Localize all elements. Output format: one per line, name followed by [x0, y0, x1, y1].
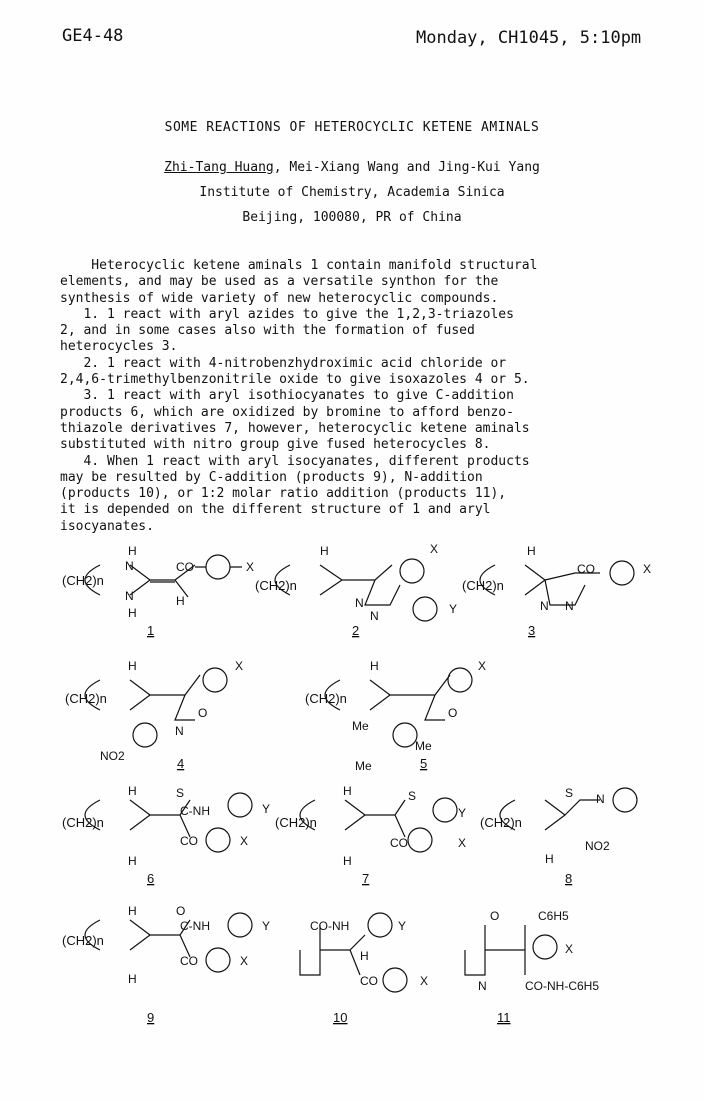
abstract-line: it is depended on the different structure of 1 and aryl — [60, 502, 491, 518]
compound-label: 3 — [528, 623, 536, 638]
compound-label: 9 — [147, 1010, 155, 1025]
abstract-line: may be resulted by C-addition (products 9), N-addition — [60, 469, 483, 485]
abstract-line: heterocycles 3. — [60, 339, 178, 355]
atom-label: H — [343, 854, 352, 868]
atom-label: O — [448, 706, 458, 720]
paper-title: SOME REACTIONS OF HETEROCYCLIC KETENE AMINALS — [164, 120, 540, 135]
atom-label: H — [176, 594, 185, 608]
atom-label: H — [128, 659, 137, 673]
compound-label: 8 — [565, 871, 573, 886]
atom-label: CO-NH-C6H5 — [525, 979, 600, 993]
atom-label: H — [128, 784, 137, 798]
atom-label: O — [198, 706, 208, 720]
atom-label: N — [596, 792, 605, 806]
atom-label: CO — [390, 836, 408, 850]
compound-label: 4 — [177, 756, 185, 771]
presenting-author: Zhi-Tang Huang — [164, 160, 274, 175]
atom-label: N — [125, 589, 134, 603]
atom-label: N — [370, 609, 379, 623]
atom-label: S — [176, 786, 185, 800]
abstract-line: synthesis of wide variety of new heterocyclic compounds. — [60, 290, 499, 306]
compound-label: 1 — [147, 623, 155, 638]
atom-label: Y — [262, 802, 271, 816]
abstract-line: 2, and in some cases also with the formation of fused — [60, 323, 475, 339]
abstract-line: 1. 1 react with aryl azides to give the 1,2,3-triazoles — [60, 306, 514, 322]
atom-label: Me — [415, 739, 432, 753]
atom-label: H — [343, 784, 352, 798]
co-authors: , Mei-Xiang Wang and Jing-Kui Yang — [273, 160, 540, 175]
atom-label: N — [355, 596, 364, 610]
ring-label: (CH2)n — [255, 578, 297, 593]
atom-label: CO — [176, 560, 194, 574]
atom-label: H — [370, 659, 379, 673]
abstract-line: 2,4,6-trimethylbenzonitrile oxide to give isoxazoles 4 or 5. — [60, 372, 530, 388]
session-code: GE4-48 — [62, 26, 124, 46]
atom-label: O — [176, 904, 186, 918]
atom-label: X — [478, 659, 487, 673]
atom-label: H — [128, 972, 137, 986]
atom-label: H — [128, 904, 137, 918]
atom-label: H — [128, 606, 137, 620]
atom-label: H — [545, 852, 554, 866]
atom-label: X — [430, 542, 439, 556]
atom-label: S — [565, 786, 574, 800]
atom-label: H — [320, 544, 329, 558]
atom-label: N — [540, 599, 549, 613]
atom-label: Y — [449, 602, 458, 616]
atom-label: CO — [180, 954, 198, 968]
address: Beijing, 100080, PR of China — [242, 210, 462, 225]
atom-label: Me — [355, 759, 372, 773]
atom-label: Me — [352, 719, 369, 733]
atom-label: H — [527, 544, 536, 558]
atom-label: X — [565, 942, 574, 956]
abstract-line: Heterocyclic ketene aminals 1 contain manifold structural — [60, 258, 538, 273]
institution: Institute of Chemistry, Academia Sinica — [199, 185, 505, 200]
ring-label: (CH2)n — [480, 815, 522, 830]
abstract-line: substituted with nitro group give fused heterocycles 8. — [60, 437, 491, 453]
atom-label: X — [240, 954, 249, 968]
ring-labels — [62, 573, 522, 948]
atom-label: CO-NH — [310, 919, 350, 933]
abstract-line: elements, and may be used as a versatile synthon for the — [60, 274, 499, 290]
ring-label: (CH2)n — [62, 815, 104, 830]
atom-label: H — [360, 949, 369, 963]
compound-label: 2 — [352, 623, 360, 638]
ring-label: (CH2)n — [62, 573, 104, 588]
atom-label: NO2 — [100, 749, 125, 763]
compound-label: 10 — [333, 1010, 348, 1025]
atom-label: X — [458, 836, 467, 850]
atom-label: Y — [458, 806, 467, 820]
ring-label: (CH2)n — [305, 691, 347, 706]
atom-label: H — [128, 854, 137, 868]
session-time: Monday, CH1045, 5:10pm — [416, 28, 642, 48]
abstract-line: (products 10), or 1:2 molar ratio addition (products 11), — [60, 486, 507, 502]
atom-label: N — [175, 724, 184, 738]
ring-label: (CH2)n — [65, 691, 107, 706]
abstract-line: 4. When 1 react with aryl isocyanates, different products — [60, 453, 530, 469]
abstract-body — [60, 258, 660, 535]
atom-label: X — [420, 974, 429, 988]
atom-label: C6H5 — [538, 909, 569, 923]
compound-label: 11 — [497, 1010, 511, 1025]
abstract-line: 3. 1 react with aryl isothiocyanates to give C-addition — [60, 388, 514, 404]
atom-label: N — [565, 599, 574, 613]
atom-label: Y — [262, 919, 271, 933]
ring-label: (CH2)n — [275, 815, 317, 830]
atom-label: S — [408, 789, 417, 803]
atom-label: X — [246, 560, 255, 574]
abstract-line: thiazole derivatives 7, however, heterocyclic ketene aminals — [60, 420, 530, 436]
atom-label: O — [490, 909, 500, 923]
atom-label: N — [125, 559, 134, 573]
compound-label: 5 — [420, 756, 428, 771]
chemical-structures-figure — [0, 535, 704, 1035]
atom-label: X — [240, 834, 249, 848]
atom-label: N — [478, 979, 487, 993]
ring-label: (CH2)n — [62, 933, 104, 948]
abstract-line: products 6, which are oxidized by bromine to afford benzo- — [60, 404, 514, 420]
atom-label: C-NH — [180, 919, 210, 933]
atom-label: H — [128, 544, 137, 558]
atom-label: X — [235, 659, 244, 673]
compound-label: 6 — [147, 871, 155, 886]
author-line — [0, 160, 704, 175]
atom-label: X — [643, 562, 652, 576]
abstract-line: 2. 1 react with 4-nitrobenzhydroximic acid chloride or — [60, 355, 507, 371]
atom-label: C-NH — [180, 804, 210, 818]
atom-label: Y — [398, 919, 407, 933]
atom-label: CO — [180, 834, 198, 848]
abstract-line: isocyanates. — [60, 518, 154, 534]
atom-label: CO — [360, 974, 378, 988]
compound-label: 7 — [362, 871, 370, 886]
structure-bonds — [85, 555, 637, 992]
ring-label: (CH2)n — [462, 578, 504, 593]
atom-label: CO — [577, 562, 595, 576]
atom-label: NO2 — [585, 839, 610, 853]
